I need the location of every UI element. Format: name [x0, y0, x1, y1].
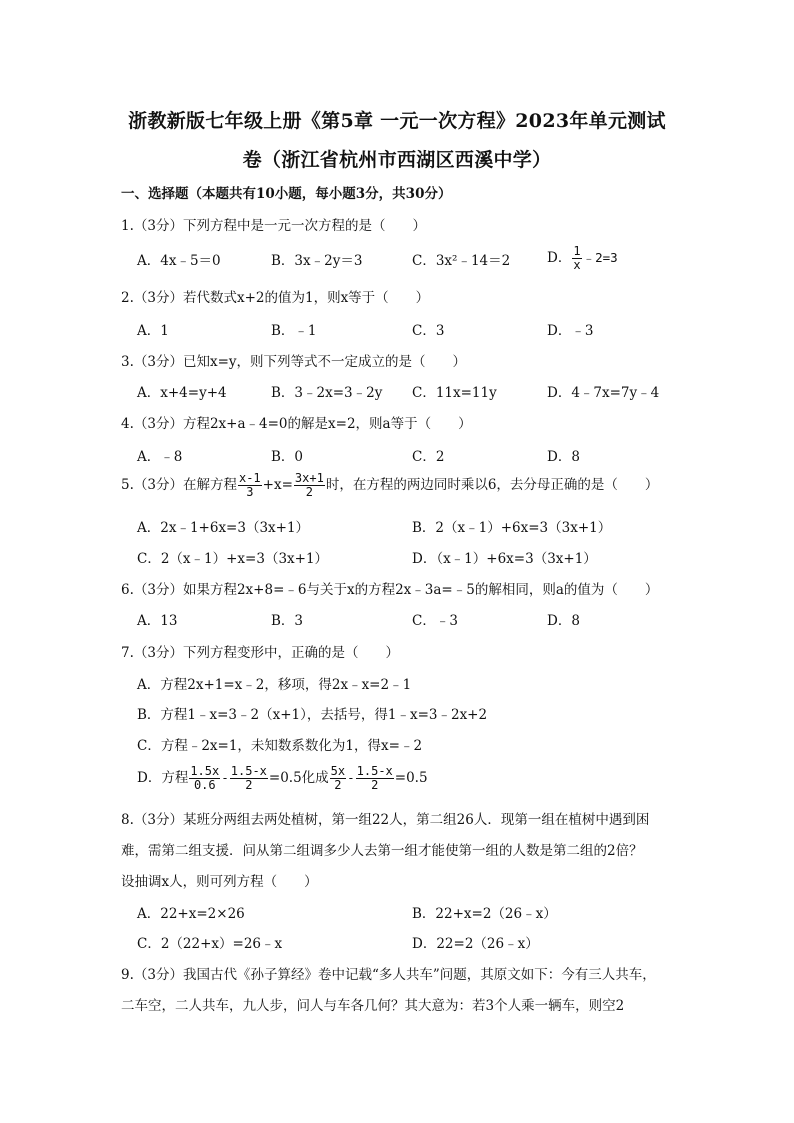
fraction-denominator: x	[573, 258, 581, 272]
question-8-line3: 设抽调x人，则可列方程（ ）	[121, 874, 318, 890]
question-7-option-c: C．方程﹣2x=1，未知数系数化为1，得x=﹣2	[137, 738, 423, 754]
fraction-denominator: 2	[245, 778, 253, 792]
fraction-denominator: 0.6	[193, 778, 216, 792]
question-2-option-c: C．3	[412, 323, 445, 339]
question-8-option-b: B．22+x=2（26﹣x）	[412, 906, 557, 922]
question-7-option-d	[137, 765, 428, 792]
question-4-option-b: B．0	[271, 449, 304, 465]
question-3-option-a: A．x+4=y+4	[137, 385, 227, 401]
question-7-stem: 7.（3分）下列方程变形中，正确的是（ ）	[121, 645, 399, 661]
minus-sign: -	[221, 770, 229, 785]
fraction-numerator: 1.5-x	[356, 764, 393, 778]
question-1-option-d	[547, 245, 618, 272]
fraction	[356, 765, 394, 792]
question-6-option-b: B．3	[271, 613, 304, 629]
fraction	[294, 472, 325, 499]
question-1-option-a: A．4x﹣5＝0	[137, 253, 221, 269]
question-1-option-c: C．3x²﹣14＝2	[412, 253, 511, 269]
question-5-stem	[121, 472, 658, 499]
fraction-numerator: 3x+1	[294, 471, 324, 485]
fraction	[238, 472, 262, 499]
fraction	[330, 765, 346, 792]
fraction-numerator: x-1	[238, 471, 261, 485]
question-9-line1: 9.（3分）我国古代《孙子算经》卷中记载“多人共车”问题，其原文如下：今有三人共车，	[121, 967, 656, 983]
question-3-stem: 3.（3分）已知x=y，则下列等式不一定成立的是（ ）	[121, 354, 467, 370]
question-5-option-a: A．2x﹣1+6x=3（3x+1）	[137, 520, 310, 536]
question-5-option-c: C．2（x﹣1）+x=3（3x+1）	[137, 551, 329, 567]
fraction-denominator: 2	[305, 485, 313, 499]
fraction-numerator: 1	[573, 244, 581, 258]
question-8-line2: 难，需第二组支援．问从第二组调多少人去第一组才能使第一组的人数是第二组的2倍？	[121, 843, 643, 859]
fraction-numerator: 1.5-x	[230, 764, 267, 778]
question-1-option-b: B．3x﹣2y＝3	[271, 253, 363, 269]
stem-middle: +x=	[262, 477, 293, 493]
fraction-denominator: 3	[246, 485, 254, 499]
option-d-label: D．方程	[137, 770, 189, 786]
equation-text: =0.5化成	[268, 770, 329, 786]
fraction	[572, 245, 581, 272]
option-d-tail: ﹣2=3	[582, 250, 618, 265]
equation-text: =0.5	[394, 770, 428, 786]
question-7-option-a: A．方程2x+1=x﹣2，移项，得2x﹣x=2﹣1	[137, 677, 412, 693]
question-8-option-c: C．2（22+x）=26﹣x	[137, 936, 283, 952]
page-title-line2: 卷（浙江省杭州市西湖区西溪中学）	[242, 149, 552, 171]
stem-end: 时，在方程的两边同时乘以6，去分母正确的是（ ）	[325, 477, 659, 493]
question-3-option-b: B．3﹣2x=3﹣2y	[271, 385, 383, 401]
fraction-numerator: 5x	[330, 764, 346, 778]
page-title-line1: 浙教新版七年级上册《第5章 一元一次方程》2023年单元测试	[128, 110, 666, 132]
question-2-option-d: D．﹣3	[547, 323, 594, 339]
section-heading: 一、选择题（本题共有10小题，每小题3分，共30分）	[121, 186, 452, 202]
question-3-option-c: C．11x=11y	[412, 385, 497, 401]
question-9-line2: 二车空，二人共车，九人步，问人与车各几何？其大意为：若3个人乘一辆车，则空2	[121, 998, 625, 1014]
minus-sign: -	[347, 770, 355, 785]
question-5-option-b: B．2（x﹣1）+6x=3（3x+1）	[412, 520, 612, 536]
question-6-stem: 6.（3分）如果方程2x+8=﹣6与关于x的方程2x﹣3a=﹣5的解相同，则a的值为（ ）	[121, 582, 659, 598]
fraction-denominator: 2	[371, 778, 379, 792]
fraction	[230, 765, 268, 792]
question-4-option-d: D．8	[547, 449, 580, 465]
question-2-option-b: B．﹣1	[271, 323, 317, 339]
stem-start: 5.（3分）在解方程	[121, 477, 237, 493]
question-2-stem: 2.（3分）若代数式x+2的值为1，则x等于（ ）	[121, 290, 430, 306]
question-6-option-a: A．13	[137, 613, 178, 629]
question-4-option-a: A．﹣8	[137, 449, 183, 465]
question-6-option-c: C．﹣3	[412, 613, 458, 629]
question-8-line1: 8.（3分）某班分两组去两处植树，第一组22人，第二组26人．现第一组在植树中遇到困	[121, 812, 650, 828]
question-4-option-c: C．2	[412, 449, 445, 465]
question-4-stem: 4.（3分）方程2x+a﹣4=0的解是x=2，则a等于（ ）	[121, 416, 472, 432]
fraction	[189, 765, 220, 792]
fraction-numerator: 1.5x	[190, 764, 220, 778]
question-8-option-d: D．22=2（26﹣x）	[412, 936, 539, 952]
question-7-option-b: B．方程1﹣x=3﹣2（x+1），去括号，得1﹣x=3﹣2x+2	[137, 707, 488, 723]
question-6-option-d: D．8	[547, 613, 580, 629]
question-1-stem: 1.（3分）下列方程中是一元一次方程的是（ ）	[121, 218, 426, 234]
fraction-denominator: 2	[334, 778, 342, 792]
question-8-option-a: A．22+x=2×26	[137, 906, 245, 922]
option-d-label: D．	[547, 250, 572, 266]
question-5-option-d: D．（x﹣1）+6x=3（3x+1）	[412, 551, 597, 567]
question-3-option-d: D．4﹣7x=7y﹣4	[547, 385, 660, 401]
question-2-option-a: A．1	[137, 323, 169, 339]
